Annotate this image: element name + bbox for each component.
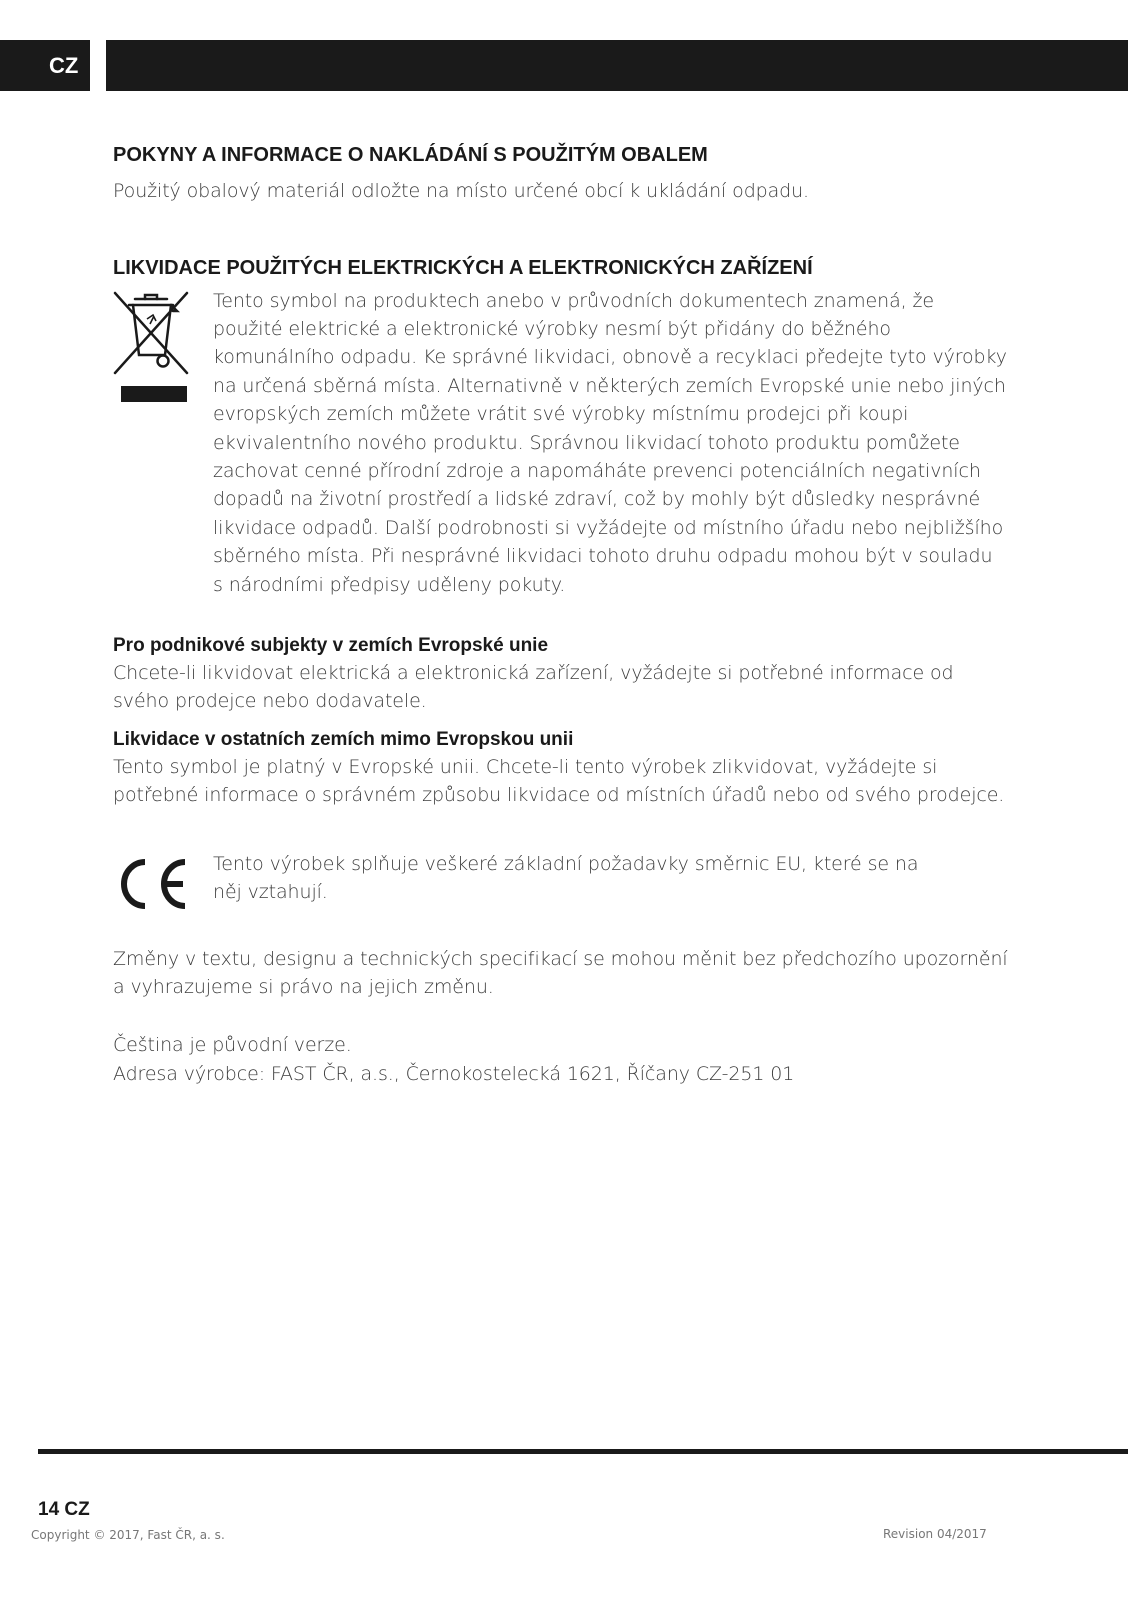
packaging-title: POKYNY A INFORMACE O NAKLÁDÁNÍ S POUŽITÝM OBALEM bbox=[113, 144, 708, 166]
original-version-text: Čeština je původní verze. bbox=[113, 1034, 352, 1056]
document-body bbox=[113, 142, 1013, 1088]
crossed-out-wheelie-bin-icon bbox=[113, 287, 213, 409]
packaging-text: Použitý obalový materiál odložte na místo určené obcí k ukládání odpadu. bbox=[113, 180, 809, 202]
language-note bbox=[113, 1031, 1013, 1088]
footer-rule bbox=[38, 1449, 1128, 1454]
business-eu-text: Chcete-li likvidovat elektrická a elektronická zařízení, vyžádejte si potřebné informace od svého prodejce nebo dodavatele. bbox=[113, 661, 954, 713]
language-tab: CZ bbox=[0, 40, 90, 91]
outside-eu-title: Likvidace v ostatních zemích mimo Evropskou unii bbox=[113, 728, 574, 750]
weee-text: Tento symbol na produktech anebo v průvodních dokumentech znamená, že použité elektrické a elektronické výrobky nesmí být přidány do běžného komunálního odpadu. Ke správné likvidaci, obnově a recyklaci předejte tyto výrobky na určená sběrná místa. Alternativně v některých zemích Evropské unie nebo jiných evropských zemích můžete vrátit své výrobky místnímu prodejci při koupi ekvivalentního nového produktu. Správnou likvidací tohoto produktu pomůžete zachovat cenné přírodní zdroje a napomáháte prevenci potenciálních negativních dopadů na životní prostředí a lidské zdraví, což by mohly být důsledky nesprávné likvidace odpadů. Další podrobnosti si vyžádejte od místního úřadu nebo nejbližšího sběrného místa. Při nesprávné likvidaci tohoto druhu odpadu mohou být v souladu s národními předpisy uděleny pokuty. bbox=[213, 289, 1007, 596]
revision-text: Revision 04/2017 bbox=[883, 1527, 987, 1541]
ce-mark-icon bbox=[113, 850, 213, 916]
ce-text: Tento výrobek splňuje veškeré základní požadavky směrnic EU, které se na něj vztahují. bbox=[213, 852, 919, 904]
ce-section bbox=[113, 850, 1013, 916]
copyright-text: Copyright © 2017, Fast ČR, a. s. bbox=[31, 1528, 225, 1542]
weee-title: LIKVIDACE POUŽITÝCH ELEKTRICKÝCH A ELEKTRONICKÝCH ZAŘÍZENÍ bbox=[113, 256, 813, 279]
manufacturer-address: Adresa výrobce: FAST ČR, a.s., Černokostelecká 1621, Říčany CZ-251 01 bbox=[113, 1062, 795, 1085]
weee-section bbox=[113, 287, 1013, 599]
changes-text: Změny v textu, designu a technických specifikací se mohou měnit bez předchozího upozornění a vyhrazujeme si právo na jejich změnu. bbox=[113, 947, 1008, 999]
header-bar bbox=[106, 40, 1128, 91]
business-eu-title: Pro podnikové subjekty v zemích Evropské unie bbox=[113, 635, 549, 657]
outside-eu-text: Tento symbol je platný v Evropské unii. Chcete-li tento výrobek zlikvidovat, vyžádejte si potřebné informace o správném způsobu likvidace od místních úřadů nebo od svého prodejce. bbox=[113, 755, 1005, 807]
page-number: 14 CZ bbox=[38, 1499, 90, 1520]
